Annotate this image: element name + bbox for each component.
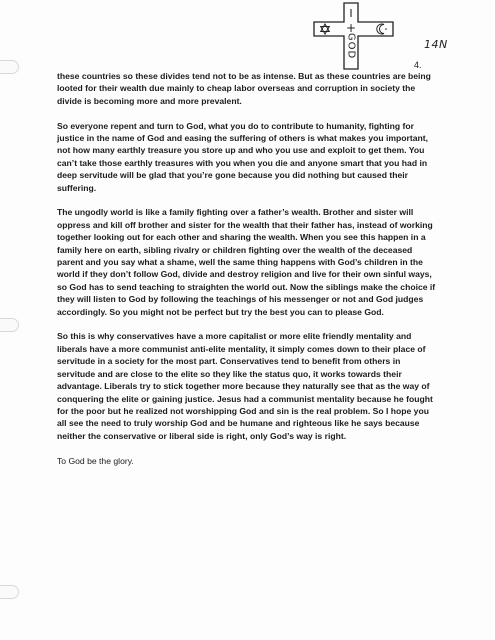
paragraph: The ungodly world is like a family fighting over a father’s wealth. Brother and sister will oppress and kill off brother and sister for the wealth that their father has, instead of working together looking out for each other and sharing the wealth. When you see this happen in a family here on earth, sibling rivalry or children fighting over the wealth of the deceased parent and you say what a shame, well the same thing happens with God’s children in the world if they don’t follow God, divide and destroy religion and live for their own sinful ways, so God has to send teaching to straighten the world out. Now the siblings make the choice if they will listen to God by following the teachings of his messenger or not and God judges accordingly. So you might not be perfect but try the best you can to please God.: [57, 207, 436, 317]
closing-line: To God be the glory.: [57, 455, 134, 466]
cross-word-god: GOD: [345, 32, 357, 60]
crescent-icon: [377, 24, 387, 34]
punch-hole-mark: [0, 60, 19, 74]
page-number: 4.: [414, 60, 422, 70]
plus-mark: +: [345, 21, 357, 35]
punch-hole-mark: [0, 585, 19, 599]
cross-letter-i: I: [349, 7, 353, 20]
paragraph: So everyone repent and turn to God, what you do to contribute to humanity, fighting for justice in the name of God and easing the suffering of others is what makes you important, not how many earthly treasure you store up and who you use and exploit to get them. You can’t take those earthly treasures with you when you die and anyone smart that you had in deep servitude will be glad that you’re gone because you did nothing but caused their suffering.: [57, 120, 429, 193]
hand-drawn-cross-emblem: [311, 2, 399, 70]
punch-hole-mark: [0, 318, 19, 332]
paragraph: these countries so these divides tend not to be as intense. But as these countries are being looted for their wealth due mainly to cheap labor overseas and corruption in society the divide is becoming more and more prevalent.: [57, 71, 431, 106]
paragraph: So this is why conservatives have a more capitalist or more elite friendly mentality and liberals have a more communist anti-elite mentality, it simply comes down to their place of servitude in a society for the most part. Conservatives tend to benefit from others in servitude and are close to the elite so they like the status quo, it works towards their advantage. Liberals try to stick together more because they naturally see that as the way of conquering the elite or gaining justice. Jesus had a communist mentality because he fought for the poor but he realized not worshipping God and sin is the real problem. So I hope you all see the need to truly worship God and be humane and righteous like he says because neither the conservative or liberal side is right, only God’s way is right.: [57, 331, 433, 441]
letter-body: [57, 70, 437, 479]
handwritten-note: 14N: [424, 38, 448, 51]
star-of-david-icon: [321, 24, 330, 34]
